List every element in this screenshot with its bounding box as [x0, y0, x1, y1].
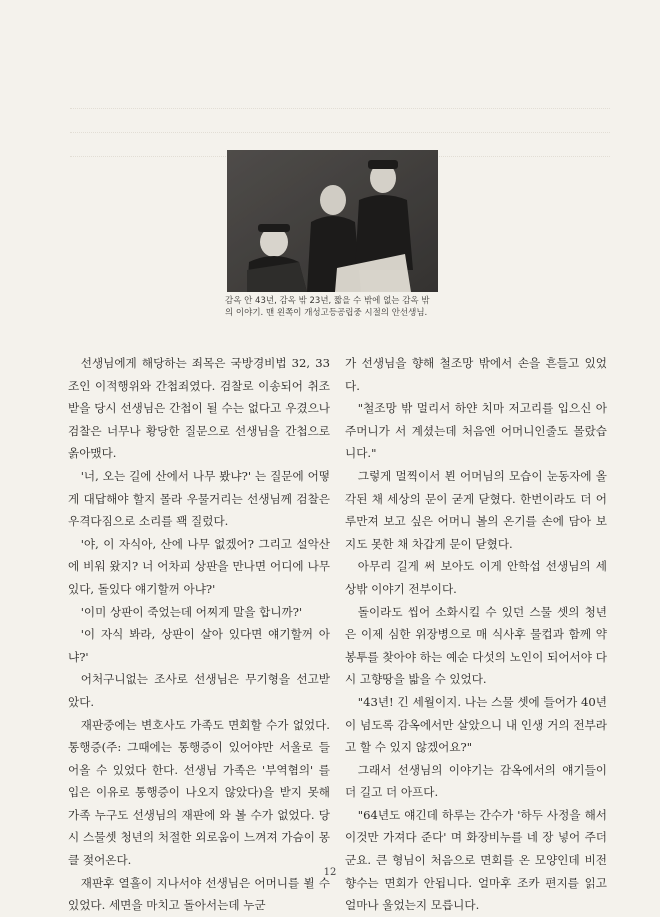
paragraph: "철조망 밖 멀리서 하얀 치마 저고리를 입으신 아주머니가 서 계셨는데 처음엔 어머니인줄도 몰랐습니다." [345, 401, 607, 461]
paragraph: 그렇게 멀찍이서 뵌 어머님의 모습이 눈동자에 올각된 채 세상의 문이 굳게 닫혔다. 한번이라도 더 어루만져 보고 싶은 어머니 볼의 온기를 손에 담아 보지도 못한 채 차갑게 문이 닫혔다. [345, 468, 607, 551]
caption-line: 감옥 안 43년, 감옥 밖 23년, 짧을 수 밖에 없는 감옥 밖 [225, 296, 430, 306]
paragraph: "43년! 긴 세월이지. 나는 스물 셋에 들어가 40년이 넘도록 감옥에서만 살았으니 내 인생 거의 전부라고 할 수 있지 않겠어요?" [345, 694, 607, 755]
paragraph: 재판후 열흘이 지나서야 선생님은 어머니를 뵐 수 있었다. 세면을 마치고 돌아서는데 누군 [68, 875, 330, 913]
paragraph: '이미 상판이 죽었는데 어찌게 말을 합니까?' [80, 604, 303, 619]
paragraph: 그래서 선생님의 이야기는 감옥에서의 얘기들이 더 길고 더 아프다. [345, 762, 607, 800]
historical-photo [227, 150, 438, 292]
page-number: 12 [323, 867, 337, 878]
left-text-column [68, 352, 330, 917]
paragraph: 선생님에게 해당하는 죄목은 국방경비법 32, 33조인 이적행위와 간첩죄였다. 검찰로 이송되어 취조받을 당시 선생님은 간첩이 될 수는 없다고 우겼으나 검찰은 너무나 황당한 질문으로 선생님을 간첩으로 옭아맸다. [68, 356, 330, 461]
paragraph: 재판중에는 변호사도 가족도 면회할 수가 없었다. 통행증(주: 그때에는 통행증이 있어야만 서울로 들어올 수 있었다 한다. 선생님 가족은 '부역혐의' 를 입은 이유로 통행증이 나오지 않았다)을 받지 못해 가족 누구도 선생님의 재판에 와 볼 수가 없었다. 당시 스물셋 청년의 처절한 외로움이 느껴져 가슴이 몽클 젖어온다. [68, 717, 330, 868]
paragraph: '너, 오는 길에 산에서 나무 봤냐?' 는 질문에 어떻게 대답해야 할지 몰라 우물거리는 선생님께 검찰은 우격다짐으로 소리를 꽥 질렀다. [68, 468, 330, 529]
paragraph: '이 자식 봐라, 상판이 살아 있다면 얘기할꺼 아냐?' [68, 627, 330, 664]
caption-line: 의 이야기. 맨 왼쪽이 개성고등공립중 시절의 안선생님. [225, 308, 428, 318]
paragraph: 아무리 길게 써 보아도 이게 안학섭 선생님의 세상밖 이야기 전부이다. [345, 559, 607, 596]
paragraph: 돌이라도 씹어 소화시킬 수 있던 스물 셋의 청년은 이제 심한 위장병으로 매 식사후 물컵과 함께 약봉투를 찾아야 하는 예순 다섯의 노인이 되어서야 다시 고향땅을 밟을 수 있었다. [345, 604, 607, 687]
right-text-column [345, 352, 607, 917]
paragraph: '야, 이 자식아, 산에 나무 없겠어? 그리고 설악산에 비워 왔지? 너 어차피 상판을 만나면 어디에 나무있다, 돌있다 얘기할꺼 아냐?' [68, 536, 330, 596]
paragraph: "64년도 얘긴데 하루는 간수가 '하두 사정을 해서 이것만 가져다 준다' 며 화장비누를 네 장 넣어 주더군요. 큰 형님이 처음으로 면회를 온 모양인데 비전향수는 면회가 안됩니다. 얼마후 조카 편지를 읽고 얼마나 울었는지 모릅니다. [345, 807, 607, 913]
paragraph: 어처구니없는 조사로 선생님은 무기형을 선고받았다. [68, 672, 330, 709]
photo-caption [225, 295, 465, 319]
paragraph: 가 선생님을 향해 철조망 밖에서 손을 흔들고 있었다. [345, 356, 607, 393]
